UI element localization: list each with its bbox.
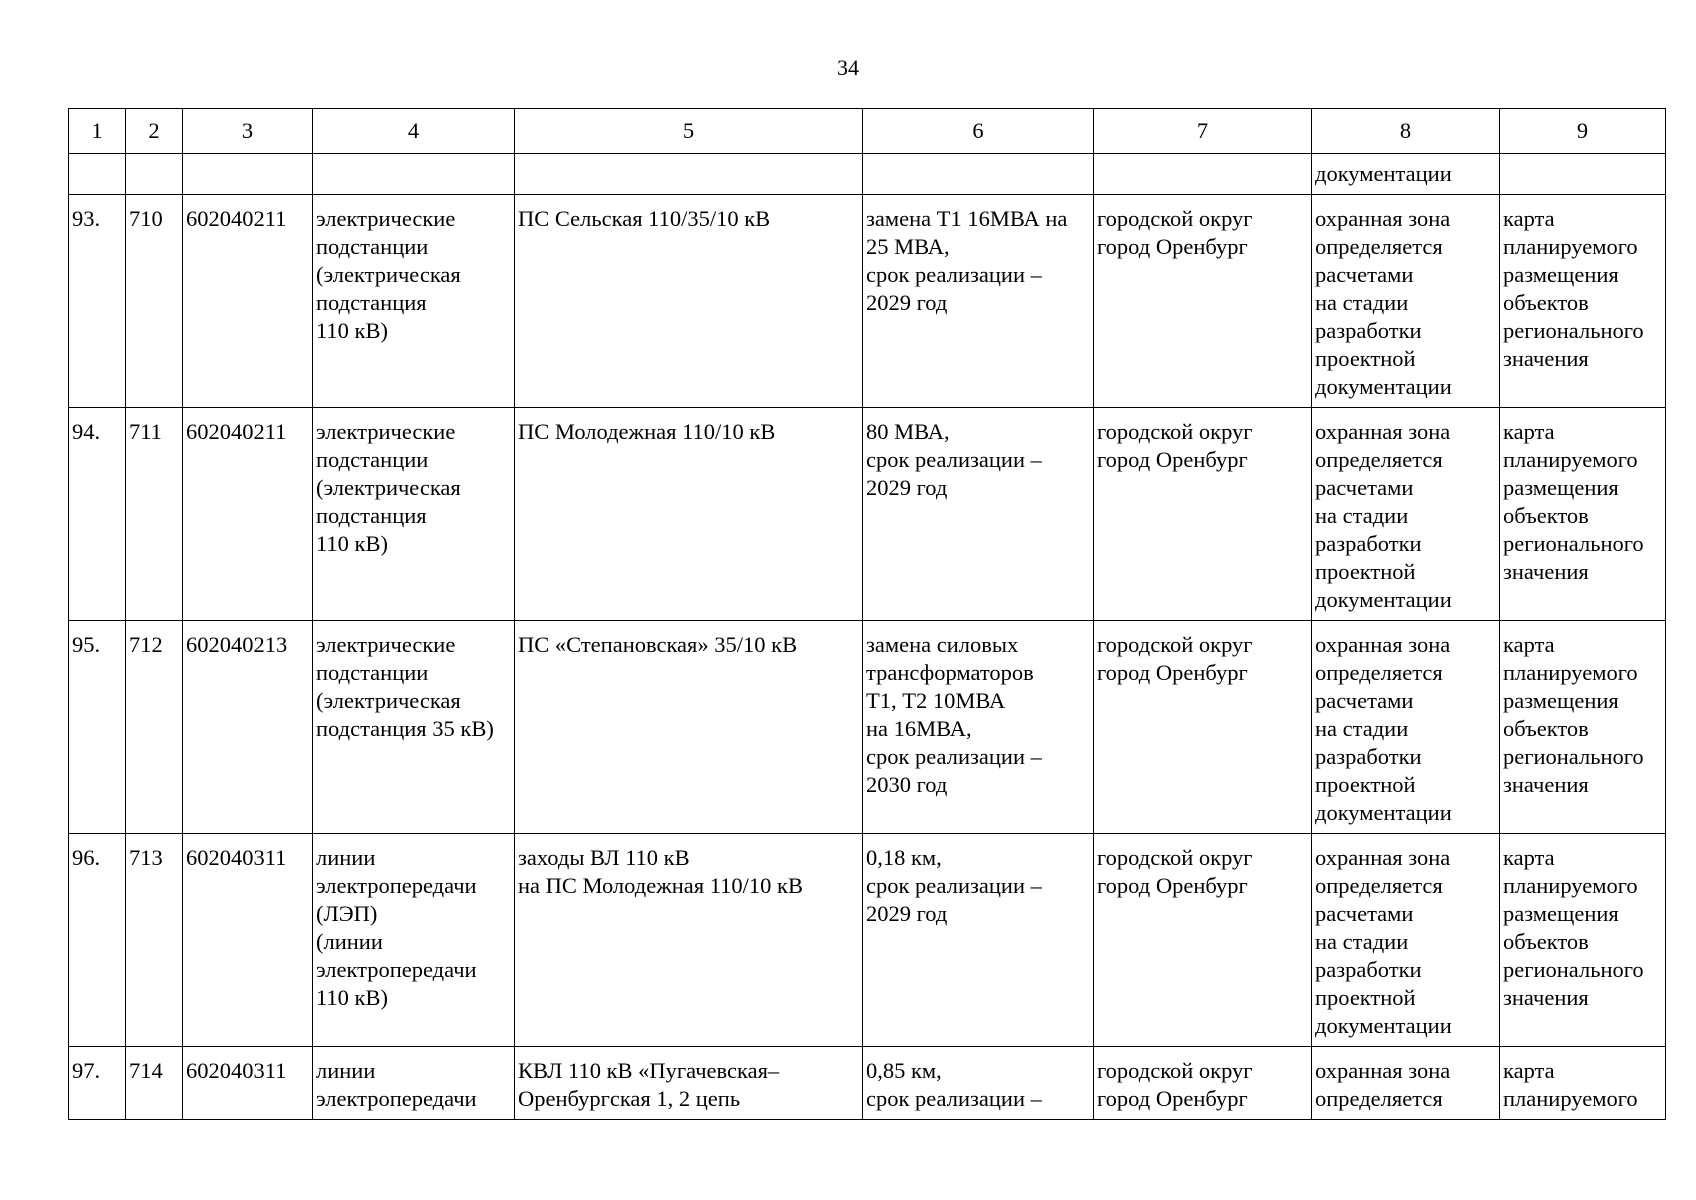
- table-cell: 711: [126, 408, 183, 621]
- table-cell: [1094, 154, 1312, 195]
- table-cell: 96.: [69, 834, 126, 1047]
- column-header: 6: [863, 109, 1094, 154]
- table-cell: 94.: [69, 408, 126, 621]
- column-header: 2: [126, 109, 183, 154]
- column-header: 8: [1312, 109, 1500, 154]
- table-cell: охранная зона определяется расчетами на стадии разработки проектной документации: [1312, 195, 1500, 408]
- column-header: 7: [1094, 109, 1312, 154]
- column-header: 5: [515, 109, 863, 154]
- table-cell: 602040211: [183, 408, 313, 621]
- table-cell: [863, 154, 1094, 195]
- table-cell: [515, 154, 863, 195]
- table-cell: 710: [126, 195, 183, 408]
- table-cell: 713: [126, 834, 183, 1047]
- table-cell: линии электропередачи (ЛЭП) (линии электропередачи 110 кВ): [313, 834, 515, 1047]
- table-cell: [126, 154, 183, 195]
- table-cell: 95.: [69, 621, 126, 834]
- table-row: [69, 408, 1666, 621]
- table-cell: карта планируемого размещения объектов регионального значения: [1500, 408, 1666, 621]
- table-row: [69, 1047, 1666, 1120]
- table-cell: карта планируемого размещения объектов регионального значения: [1500, 195, 1666, 408]
- table-cell: карта планируемого размещения объектов регионального значения: [1500, 621, 1666, 834]
- table-cell: ПС Молодежная 110/10 кВ: [515, 408, 863, 621]
- table-cell: 602040213: [183, 621, 313, 834]
- column-header: 1: [69, 109, 126, 154]
- table-cell: охранная зона определяется: [1312, 1047, 1500, 1120]
- table-cell: городской округ город Оренбург: [1094, 408, 1312, 621]
- table-cell: 93.: [69, 195, 126, 408]
- table-cell: охранная зона определяется расчетами на стадии разработки проектной документации: [1312, 621, 1500, 834]
- table-cell: ПС «Степановская» 35/10 кВ: [515, 621, 863, 834]
- table-cell: городской округ город Оренбург: [1094, 1047, 1312, 1120]
- table-cell: 714: [126, 1047, 183, 1120]
- table-cell: карта планируемого: [1500, 1047, 1666, 1120]
- table-cell: [183, 154, 313, 195]
- table-cell: ПС Сельская 110/35/10 кВ: [515, 195, 863, 408]
- table-row: [69, 621, 1666, 834]
- table-cell: городской округ город Оренбург: [1094, 834, 1312, 1047]
- table-cell: 602040311: [183, 1047, 313, 1120]
- table-cell: документации: [1312, 154, 1500, 195]
- column-header: 9: [1500, 109, 1666, 154]
- objects-table: [68, 108, 1666, 1120]
- table-cell: карта планируемого размещения объектов регионального значения: [1500, 834, 1666, 1047]
- table-cell: 0,85 км, срок реализации –: [863, 1047, 1094, 1120]
- table-cell: 602040211: [183, 195, 313, 408]
- table-cell: электрические подстанции (электрическая подстанция 110 кВ): [313, 195, 515, 408]
- table-cell: 97.: [69, 1047, 126, 1120]
- table-row: [69, 834, 1666, 1047]
- table-cell: заходы ВЛ 110 кВ на ПС Молодежная 110/10 кВ: [515, 834, 863, 1047]
- table-cell: охранная зона определяется расчетами на стадии разработки проектной документации: [1312, 834, 1500, 1047]
- table-cell: 602040311: [183, 834, 313, 1047]
- table-cell: 0,18 км, срок реализации – 2029 год: [863, 834, 1094, 1047]
- table-cell: линии электропередачи: [313, 1047, 515, 1120]
- table-cell: охранная зона определяется расчетами на стадии разработки проектной документации: [1312, 408, 1500, 621]
- page-number: 34: [837, 55, 859, 80]
- table-cell: замена силовых трансформаторов Т1, Т2 10МВА на 16МВА, срок реализации – 2030 год: [863, 621, 1094, 834]
- table-cell: КВЛ 110 кВ «Пугачевская– Оренбургская 1, 2 цепь: [515, 1047, 863, 1120]
- table-cell: замена Т1 16МВА на 25 МВА, срок реализации – 2029 год: [863, 195, 1094, 408]
- table-cell: [69, 154, 126, 195]
- table-cell: электрические подстанции (электрическая подстанция 35 кВ): [313, 621, 515, 834]
- table-cell: электрические подстанции (электрическая подстанция 110 кВ): [313, 408, 515, 621]
- table-cell: 712: [126, 621, 183, 834]
- table-cell: [313, 154, 515, 195]
- header-row: [69, 109, 1666, 154]
- column-header: 3: [183, 109, 313, 154]
- table-cell: городской округ город Оренбург: [1094, 621, 1312, 834]
- column-header: 4: [313, 109, 515, 154]
- table-cell: [1500, 154, 1666, 195]
- table-row: [69, 195, 1666, 408]
- table-cell: 80 МВА, срок реализации – 2029 год: [863, 408, 1094, 621]
- continuation-row: [69, 154, 1666, 195]
- table-cell: городской округ город Оренбург: [1094, 195, 1312, 408]
